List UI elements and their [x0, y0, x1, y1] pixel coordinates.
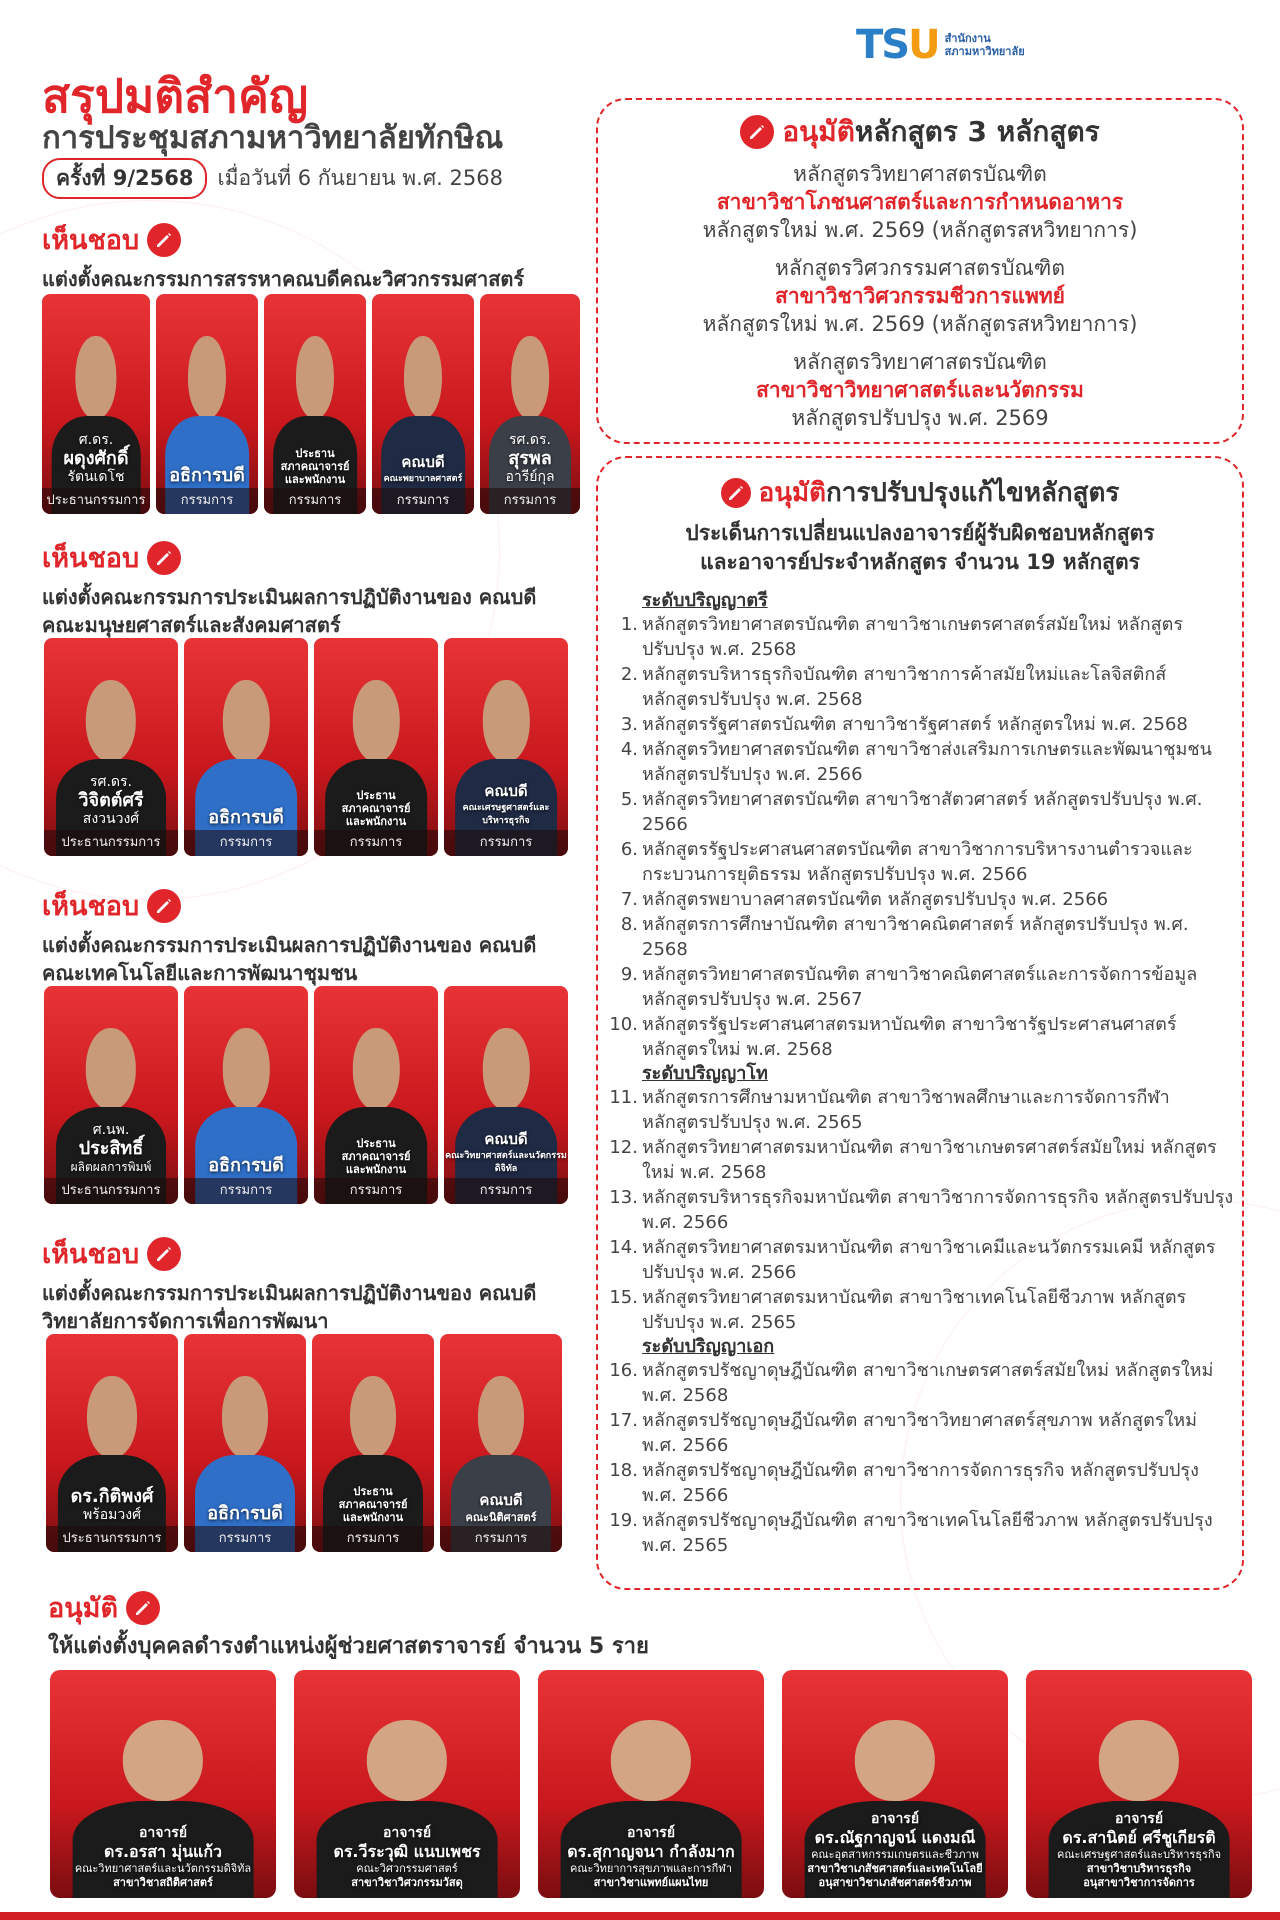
item-number: 9.: [620, 964, 638, 985]
member-card: อธิการบดี กรรมการ: [156, 294, 258, 514]
section-description: แต่งตั้งคณะกรรมการประเมินผลการปฏิบัติงานของ คณบดีคณะเทคโนโลยีและการพัฒนาชุมชน: [42, 933, 537, 985]
item-text: หลักสูตรวิทยาศาสตรมหาบัณฑิต สาขาวิชาเทคโนโลยีชีวภาพ หลักสูตรปรับปรุง พ.ศ. 2565: [642, 1287, 1187, 1333]
member-role: กรรมการ: [264, 488, 366, 514]
item-number: 4.: [620, 739, 638, 760]
meeting-info: [42, 158, 503, 199]
item-number: 18.: [609, 1460, 638, 1481]
item-text: หลักสูตรวิทยาศาสตรบัณฑิต สาขาวิชาส่งเสริมการเกษตรและพัฒนาชุมชน หลักสูตรปรับปรุง พ.ศ. 2566: [642, 739, 1212, 785]
box-subtitle: ประเด็นการเปลี่ยนแปลงอาจารย์ผู้รับผิดชอบหลักสูตร: [685, 521, 1155, 545]
member-card: ประธาน สภาคณาจารย์ และพนักงาน กรรมการ: [264, 294, 366, 514]
section-evaluation-humanities: [42, 536, 562, 639]
level-heading: ระดับปริญญาเอก: [642, 1336, 775, 1357]
member-card: ประธาน สภาคณาจารย์ และพนักงาน กรรมการ: [314, 638, 438, 856]
item-text: หลักสูตรปรัชญาดุษฎีบัณฑิต สาขาวิชาการจัดการธุรกิจ หลักสูตรปรับปรุง พ.ศ. 2566: [642, 1460, 1199, 1506]
meeting-date: เมื่อวันที่ 6 กันยายน พ.ศ. 2568: [217, 166, 503, 190]
member-card: ดร.กิติพงศ์ พร้อมวงศ์ ประธานกรรมการ: [46, 1334, 178, 1552]
item-number: 1.: [620, 614, 638, 635]
item-number: 8.: [620, 914, 638, 935]
appointee-card: อาจารย์ ดร.สานิตย์ ศรีชูเกียรติ คณะเศรษฐศาสตร์และบริหารธุรกิจ สาขาวิชาบริหารธุรกิจ อนุสาขาวิชาการจัดการ: [1026, 1670, 1252, 1898]
member-card: รศ.ดร. วิจิตต์ศรี สงวนวงศ์ ประธานกรรมการ: [44, 638, 178, 856]
list-item: [598, 1135, 1236, 1185]
curriculum-item: หลักสูตรวิศวกรรมศาสตรบัณฑิต สาขาวิชาวิศวกรรมชีวการแพทย์ หลักสูตรใหม่ พ.ศ. 2569 (หลักสูตรสหวิทยาการ): [702, 256, 1138, 336]
item-text: หลักสูตรปรัชญาดุษฎีบัณฑิต สาขาวิชาเทคโนโลยีชีวภาพ หลักสูตรปรับปรุง พ.ศ. 2565: [642, 1510, 1213, 1556]
section-description: แต่งตั้งคณะกรรมการประเมินผลการปฏิบัติงานของ คณบดีวิทยาลัยการจัดการเพื่อการพัฒนา: [42, 1281, 537, 1333]
list-item: [598, 1235, 1236, 1285]
item-number: 12.: [609, 1137, 638, 1158]
member-role: ประธานกรรมการ: [42, 488, 150, 514]
member-card: คณบดี คณะพยาบาลศาสตร์ กรรมการ: [372, 294, 474, 514]
item-text: หลักสูตรปรัชญาดุษฎีบัณฑิต สาขาวิชาเกษตรศาสตร์สมัยใหม่ หลักสูตรใหม่ พ.ศ. 2568: [642, 1360, 1214, 1406]
appointee-card: อาจารย์ ดร.อรสา มุ่นแก้ว คณะวิทยาศาสตร์และนวัตกรรมดิจิทัล สาขาวิชาสถิติศาสตร์: [50, 1670, 276, 1898]
member-card: คณบดี คณะนิติศาสตร์ กรรมการ: [440, 1334, 562, 1552]
item-number: 13.: [609, 1187, 638, 1208]
member-card: อธิการบดี กรรมการ: [184, 638, 308, 856]
item-text: หลักสูตรวิทยาศาสตรบัณฑิต สาขาวิชาสัตวศาสตร์ หลักสูตรปรับปรุง พ.ศ. 2566: [642, 789, 1203, 835]
item-number: 11.: [609, 1087, 638, 1108]
item-text: หลักสูตรพยาบาลศาสตรบัณฑิต หลักสูตรปรับปรุง พ.ศ. 2566: [642, 889, 1109, 910]
committee-cards-3: [44, 986, 574, 1204]
list-item: [598, 737, 1236, 787]
list-item: [598, 1458, 1236, 1508]
item-number: 14.: [609, 1237, 638, 1258]
item-text: หลักสูตรวิทยาศาสตรมหาบัณฑิต สาขาวิชาเกษตรศาสตร์สมัยใหม่ หลักสูตรใหม่ พ.ศ. 2568: [642, 1137, 1217, 1183]
member-role: กรรมการ: [480, 488, 580, 514]
member-card: ศ.นพ. ประสิทธิ์ ผลิตผลการพิมพ์ ประธานกรรมการ: [44, 986, 178, 1204]
section-search-committee: [42, 218, 524, 293]
logo-text: สำนักงาน สภามหาวิทยาลัย: [944, 32, 1025, 58]
member-role: กรรมการ: [372, 488, 474, 514]
member-role: ประธานกรรมการ: [44, 1178, 178, 1204]
member-role: กรรมการ: [314, 1178, 438, 1204]
curriculum-item: หลักสูตรวิทยาศาสตรบัณฑิต สาขาวิชาวิทยาศาสตร์และนวัตกรรม หลักสูตรปรับปรุง พ.ศ. 2569: [756, 350, 1084, 430]
level-heading: ระดับปริญญาโท: [642, 1063, 768, 1084]
list-item: [598, 662, 1236, 712]
member-card: คณบดี คณะวิทยาศาสตร์และนวัตกรรมดิจิทัล กรรมการ: [444, 986, 568, 1204]
item-number: 10.: [609, 1014, 638, 1035]
item-number: 17.: [609, 1410, 638, 1431]
item-number: 16.: [609, 1360, 638, 1381]
list-item: [598, 1408, 1236, 1458]
member-role: ประธานกรรมการ: [44, 830, 178, 856]
list-item: [598, 1012, 1236, 1062]
section-label: เห็นชอบ: [42, 225, 140, 256]
section-label: เห็นชอบ: [42, 1239, 140, 1270]
list-item: [598, 1085, 1236, 1135]
list-item: [598, 1358, 1236, 1408]
list-item: [598, 837, 1236, 887]
pencil-icon: [147, 541, 181, 575]
curriculum-item: หลักสูตรวิทยาศาสตรบัณฑิต สาขาวิชาโภชนศาสตร์และการกำหนดอาหาร หลักสูตรใหม่ พ.ศ. 2569 (หลักสูตรสหวิทยาการ): [702, 162, 1138, 242]
member-card: ประธาน สภาคณาจารย์ และพนักงาน กรรมการ: [314, 986, 438, 1204]
section-label: เห็นชอบ: [42, 543, 140, 574]
member-card: ประธาน สภาคณาจารย์ และพนักงาน กรรมการ: [312, 1334, 434, 1552]
item-number: 6.: [620, 839, 638, 860]
item-number: 15.: [609, 1287, 638, 1308]
item-text: หลักสูตรบริหารธุรกิจมหาบัณฑิต สาขาวิชาการจัดการธุรกิจ หลักสูตรปรับปรุง พ.ศ. 2566: [642, 1187, 1234, 1233]
member-role: กรรมการ: [184, 1526, 306, 1552]
revise-curricula-box: [596, 456, 1244, 1590]
member-role: กรรมการ: [444, 1178, 568, 1204]
list-item: [598, 787, 1236, 837]
member-card: ศ.ดร. ผดุงศักดิ์ รัตนเดโช ประธานกรรมการ: [42, 294, 150, 514]
pencil-icon: [147, 1237, 181, 1271]
member-card: คณบดี คณะเศรษฐศาสตร์และบริหารธุรกิจ กรรมการ: [444, 638, 568, 856]
item-number: 2.: [620, 664, 638, 685]
member-role: กรรมการ: [184, 830, 308, 856]
item-text: หลักสูตรรัฐประศาสนศาสตรบัณฑิต สาขาวิชาการบริหารงานตำรวจและกระบวนการยุติธรรม หลักสูตรปรับปรุง พ.ศ. 2566: [642, 839, 1193, 885]
item-text: หลักสูตรวิทยาศาสตรบัณฑิต สาขาวิชาเกษตรศาสตร์สมัยใหม่ หลักสูตรปรับปรุง พ.ศ. 2568: [642, 614, 1183, 660]
meeting-number-badge: ครั้งที่ 9/2568: [42, 158, 207, 199]
section-evaluation-management: [42, 1232, 562, 1335]
appointee-card: อาจารย์ ดร.ณัฐกาญจน์ แดงมณี คณะอุตสาหกรรมเกษตรและชีวภาพ สาขาวิชาเภสัชศาสตร์และเทคโนโลยี อนุสาขาวิชาเภสัชศาสตร์ชีวภาพ: [782, 1670, 1008, 1898]
member-role: กรรมการ: [156, 488, 258, 514]
box-subtitle: และอาจารย์ประจำหลักสูตร จำนวน 19 หลักสูตร: [700, 550, 1140, 574]
item-number: 19.: [609, 1510, 638, 1531]
pencil-icon: [740, 115, 774, 149]
level-heading: ระดับปริญญาตรี: [642, 590, 768, 611]
list-item: [598, 1285, 1236, 1335]
footer-bar: [0, 1912, 1280, 1920]
member-card: อธิการบดี กรรมการ: [184, 986, 308, 1204]
pencil-icon: [147, 889, 181, 923]
member-role: กรรมการ: [440, 1526, 562, 1552]
appointee-cards: [50, 1670, 1252, 1898]
member-role: กรรมการ: [444, 830, 568, 856]
member-card: รศ.ดร. สุรพล อารีย์กุล กรรมการ: [480, 294, 580, 514]
section-evaluation-technology: [42, 884, 562, 987]
list-item: [598, 712, 1236, 737]
section-label: อนุมัติ: [48, 1593, 119, 1624]
item-text: หลักสูตรรัฐประศาสนศาสตรมหาบัณฑิต สาขาวิชารัฐประศาสนศาสตร์ หลักสูตรใหม่ พ.ศ. 2568: [642, 1014, 1177, 1060]
item-text: หลักสูตรปรัชญาดุษฎีบัณฑิต สาขาวิชาวิทยาศาสตร์สุขภาพ หลักสูตรใหม่ พ.ศ. 2566: [642, 1410, 1197, 1456]
appointee-card: อาจารย์ ดร.สุกาญจนา กำลังมาก คณะวิทยาการสุขภาพและการกีฬา สาขาวิชาแพทย์แผนไทย: [538, 1670, 764, 1898]
member-role: กรรมการ: [184, 1178, 308, 1204]
section-description: แต่งตั้งคณะกรรมการสรรหาคณบดีคณะวิศวกรรมศาสตร์: [42, 267, 525, 291]
item-text: หลักสูตรการศึกษาบัณฑิต สาขาวิชาคณิตศาสตร์ หลักสูตรปรับปรุง พ.ศ. 2568: [642, 914, 1189, 960]
item-text: หลักสูตรรัฐศาสตรบัณฑิต สาขาวิชารัฐศาสตร์ หลักสูตรใหม่ พ.ศ. 2568: [642, 714, 1188, 735]
member-role: กรรมการ: [314, 830, 438, 856]
box-title: อนุมัติการปรับปรุงแก้ไขหลักสูตร: [758, 478, 1120, 508]
pencil-icon: [126, 1591, 160, 1625]
committee-cards-1: [42, 294, 586, 514]
list-item: [598, 1185, 1236, 1235]
approve-curricula-box: [596, 98, 1244, 444]
item-number: 3.: [620, 714, 638, 735]
list-item: [598, 912, 1236, 962]
item-text: หลักสูตรการศึกษามหาบัณฑิต สาขาวิชาพลศึกษาและการจัดการกีฬา หลักสูตรปรับปรุง พ.ศ. 2565: [642, 1087, 1170, 1133]
page-subtitle: การประชุมสภามหาวิทยาลัยทักษิณ: [42, 120, 504, 156]
list-item: [598, 1508, 1236, 1558]
item-text: หลักสูตรวิทยาศาสตรมหาบัณฑิต สาขาวิชาเคมีและนวัตกรรมเคมี หลักสูตรปรับปรุง พ.ศ. 2566: [642, 1237, 1216, 1283]
tsu-logo: [856, 22, 1025, 68]
member-role: กรรมการ: [312, 1526, 434, 1552]
section-description: แต่งตั้งคณะกรรมการประเมินผลการปฏิบัติงานของ คณบดีคณะมนุษยศาสตร์และสังคมศาสตร์: [42, 585, 537, 637]
section-appoint: [48, 1586, 649, 1661]
member-card: อธิการบดี กรรมการ: [184, 1334, 306, 1552]
item-number: 7.: [620, 889, 638, 910]
item-text: หลักสูตรบริหารธุรกิจบัณฑิต สาขาวิชาการค้าสมัยใหม่และโลจิสติกส์ หลักสูตรปรับปรุง พ.ศ. 2568: [642, 664, 1167, 710]
curriculum-list: [598, 589, 1242, 1558]
member-role: ประธานกรรมการ: [46, 1526, 178, 1552]
list-item: [598, 612, 1236, 662]
item-text: หลักสูตรวิทยาศาสตรบัณฑิต สาขาวิชาคณิตศาสตร์และการจัดการข้อมูล หลักสูตรปรับปรุง พ.ศ. 2567: [642, 964, 1198, 1010]
appointee-card: อาจารย์ ดร.วีระวุฒิ แนบเพชร คณะวิศวกรรมศาสตร์ สาขาวิชาวิศวกรรมวัสดุ: [294, 1670, 520, 1898]
pencil-icon: [721, 478, 751, 508]
logo-mark: TSU: [856, 22, 939, 68]
committee-cards-4: [46, 1334, 568, 1552]
item-number: 5.: [620, 789, 638, 810]
pencil-icon: [147, 223, 181, 257]
box-title: อนุมัติหลักสูตร 3 หลักสูตร: [782, 115, 1100, 148]
page-title: สรุปมติสำคัญ: [42, 69, 309, 123]
section-label: เห็นชอบ: [42, 891, 140, 922]
committee-cards-2: [44, 638, 574, 856]
section-description: ให้แต่งตั้งบุคคลดำรงตำแหน่งผู้ช่วยศาสตราจารย์ จำนวน 5 ราย: [48, 1634, 649, 1659]
list-item: [598, 887, 1236, 912]
list-item: [598, 962, 1236, 1012]
